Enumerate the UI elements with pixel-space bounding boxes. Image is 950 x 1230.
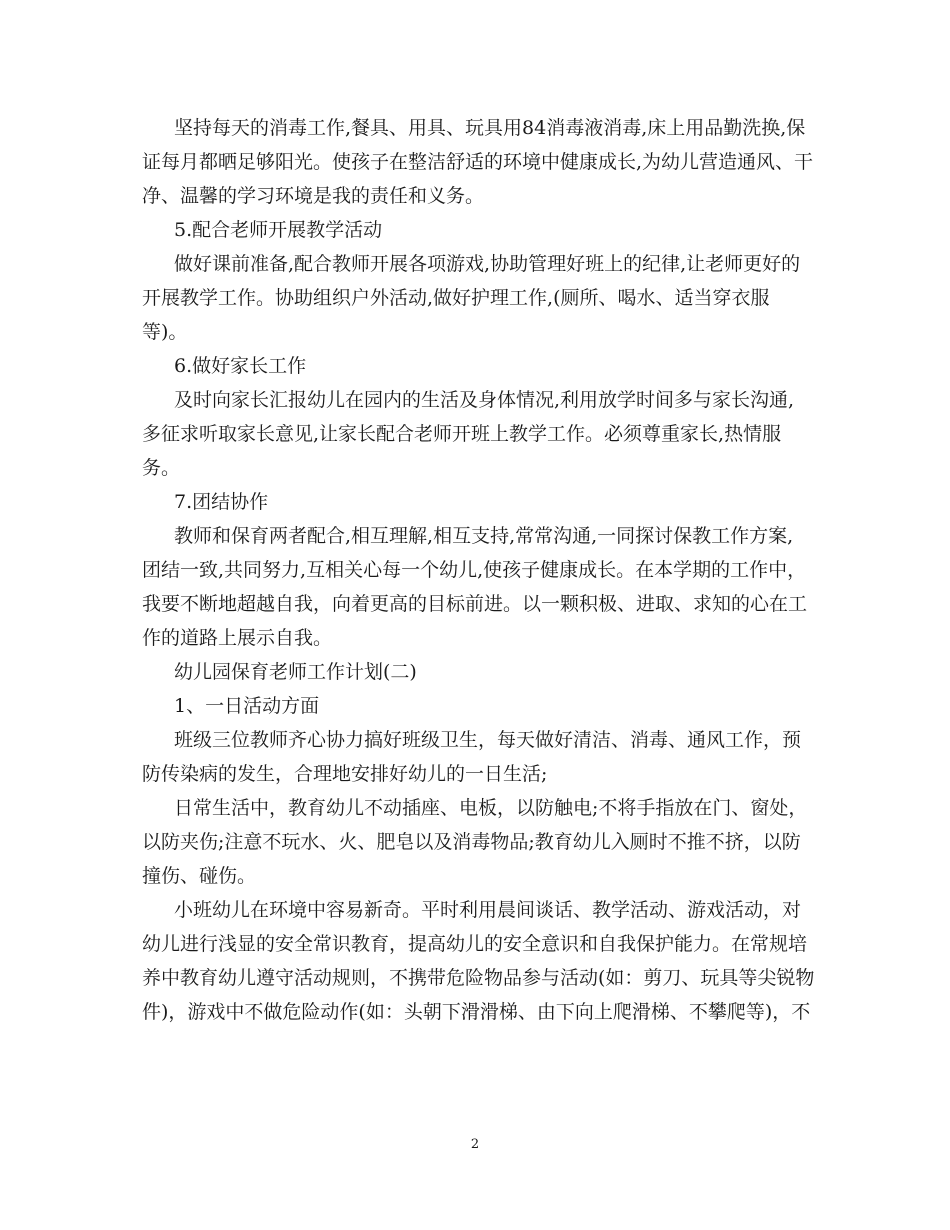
body-line-10: 多征求听取家长意见,让家长配合老师开班上教学工作。必须尊重家长,热情服 bbox=[142, 423, 782, 445]
body-line-2: 证每月都晒足够阳光。使孩子在整洁舒适的环境中健康成长,为幼儿营造通风、干 bbox=[142, 151, 814, 173]
body-line-19: 班级三位教师齐心协力搞好班级卫生，每天做好清洁、消毒、通风工作，预 bbox=[174, 729, 802, 751]
body-line-14: 团结一致,共同努力,互相关心每一个幼儿,使孩子健康成长。在本学期的工作中， bbox=[142, 559, 807, 581]
body-line-6: 开展教学工作。协助组织户外活动,做好护理工作,(厕所、喝水、适当穿衣服 bbox=[142, 287, 770, 309]
body-line-16: 作的道路上展示自我。 bbox=[142, 627, 333, 649]
body-line-1: 坚持每天的消毒工作,餐具、用具、玩具用84消毒液消毒,床上用品勤洗换,保 bbox=[174, 117, 806, 139]
body-line-20: 防传染病的发生，合理地安排好幼儿的一日生活; bbox=[142, 763, 548, 785]
body-line-9: 及时向家长汇报幼儿在园内的生活及身体情况,利用放学时间多与家长沟通, bbox=[174, 389, 795, 411]
body-line-22: 以防夹伤;注意不玩水、火、肥皂以及消毒物品;教育幼儿入厕时不推不挤，以防 bbox=[142, 831, 801, 853]
body-line-15: 我要不断地超越自我，向着更高的目标前进。以一颗积极、进取、求知的心在工 bbox=[142, 593, 808, 615]
body-line-21: 日常生活中，教育幼儿不动插座、电板，以防触电;不将手指放在门、窗处， bbox=[174, 797, 808, 819]
body-line-5: 做好课前准备,配合教师开展各项游戏,协助管理好班上的纪律,让老师更好的 bbox=[174, 253, 801, 275]
body-line-7: 等)。 bbox=[142, 321, 188, 343]
body-line-23: 撞伤、碰伤。 bbox=[142, 865, 257, 887]
section-heading-7: 7.团结协作 bbox=[174, 491, 269, 513]
body-line-24: 小班幼儿在环境中容易新奇。平时利用晨间谈话、教学活动、游戏活动，对 bbox=[174, 899, 802, 921]
body-line-3: 净、温馨的学习环境是我的责任和义务。 bbox=[142, 185, 485, 207]
section-heading-1: 1、一日活动方面 bbox=[174, 695, 320, 717]
page-number: 2 bbox=[470, 1137, 480, 1152]
body-line-11: 务。 bbox=[142, 457, 181, 479]
body-line-13: 教师和保育两者配合,相互理解,相互支持,常常沟通,一同探讨保教工作方案, bbox=[174, 525, 794, 547]
plan-title: 幼儿园保育老师工作计划(二) bbox=[174, 661, 417, 683]
body-line-25: 幼儿进行浅显的安全常识教育，提高幼儿的安全意识和自我保护能力。在常规培 bbox=[142, 933, 808, 955]
section-heading-5: 5.配合老师开展教学活动 bbox=[174, 219, 383, 241]
body-line-27: 件)，游戏中不做危险动作(如：头朝下滑滑梯、由下向上爬滑梯、不攀爬等)，不 bbox=[142, 1001, 811, 1023]
section-heading-6: 6.做好家长工作 bbox=[174, 355, 307, 377]
body-line-26: 养中教育幼儿遵守活动规则，不携带危险物品参与活动(如：剪刀、玩具等尖锐物 bbox=[142, 967, 815, 989]
